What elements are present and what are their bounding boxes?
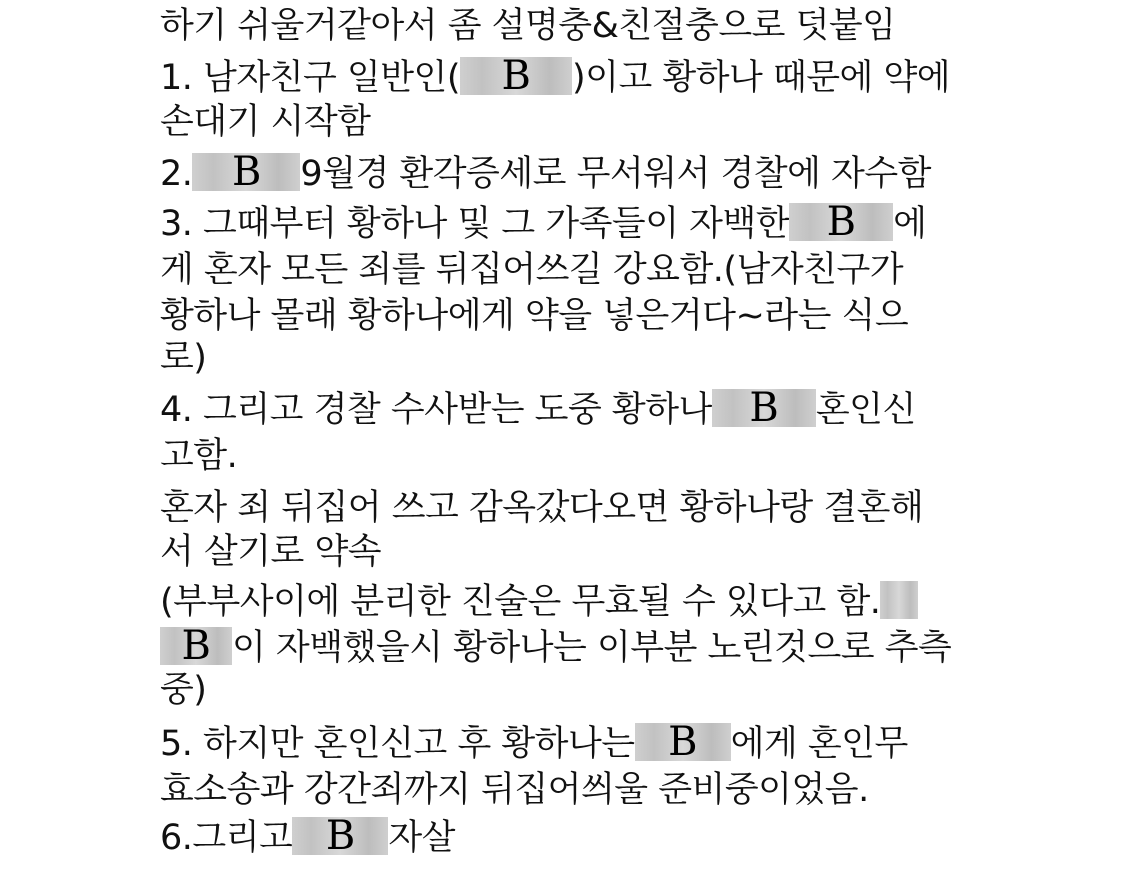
redaction-block: [635, 719, 731, 765]
redaction-mark: B: [668, 719, 698, 765]
text-segment: 6.그리고: [160, 818, 293, 858]
text-line: [160, 148, 931, 200]
text-line: [160, 96, 371, 148]
text-line: [160, 430, 237, 482]
redaction-block: [460, 53, 572, 99]
text-segment: 로): [160, 338, 207, 378]
text-line: [160, 198, 926, 250]
text-segment: 3. 그때부터 황하나 및 그 가족들이 자백한: [160, 204, 790, 244]
redaction-block: [712, 385, 816, 431]
text-segment: 4. 그리고 경찰 수사받는 도중 황하나: [160, 390, 712, 430]
text-segment: 혼자 죄 뒤집어 쓰고 감옥갔다오면 황하나랑 결혼해: [160, 488, 924, 528]
text-segment: 9월경 환각증세로 무서워서 경찰에 자수함: [300, 154, 931, 194]
text-line: [160, 622, 951, 674]
text-line: [160, 384, 916, 436]
text-line: [160, 718, 908, 770]
text-line: [160, 664, 206, 716]
text-line: [160, 290, 908, 342]
text-segment: 손대기 시작함: [160, 102, 371, 142]
text-segment: 에: [893, 204, 927, 244]
text-segment: 1. 남자친구 일반인(: [160, 58, 460, 98]
text-segment: 자살: [388, 818, 455, 858]
text-segment: 고함.: [160, 436, 238, 476]
text-line: [160, 332, 206, 384]
text-segment: 서 살기로 약속: [160, 532, 382, 572]
redaction-block: [292, 813, 388, 859]
redaction-mark: B: [501, 53, 531, 99]
text-segment: )이고 황하나 때문에 약에: [571, 58, 951, 98]
text-segment: 하기 쉬울거같아서 좀 설명충&친절충으로 덧붙임: [160, 6, 896, 46]
text-segment: 혼인신: [815, 390, 916, 430]
redaction-mark: B: [181, 623, 211, 669]
redaction-block: [789, 199, 893, 245]
text-line: [160, 0, 896, 52]
redaction-block: [192, 149, 300, 195]
redaction-mark: B: [231, 149, 261, 195]
text-segment: 게 혼자 모든 죄를 뒤집어쓰길 강요함.(남자친구가: [160, 250, 904, 290]
redaction-mark: B: [325, 813, 355, 859]
text-segment: 중): [160, 670, 207, 710]
text-line: [160, 576, 918, 628]
text-segment: 황하나 몰래 황하나에게 약을 넣은거다~라는 식으: [160, 296, 909, 336]
redaction-mark: B: [826, 199, 856, 245]
redaction-block: [160, 623, 232, 669]
redaction-mark: B: [749, 385, 779, 431]
text-segment: 2.: [160, 154, 193, 194]
text-segment: (부부사이에 분리한 진술은 무효될 수 있다고 함.: [160, 582, 881, 622]
text-line: [160, 526, 381, 578]
text-segment: 에게 혼인무: [730, 724, 908, 764]
text-line: [160, 764, 869, 816]
redaction-block: [880, 581, 918, 619]
text-segment: 이 자백했을시 황하나는 이부분 노린것으로 추측: [232, 628, 952, 668]
text-line: [160, 244, 903, 296]
text-line: [160, 812, 455, 864]
text-segment: 5. 하지만 혼인신고 후 황하나는: [160, 724, 635, 764]
text-segment: 효소송과 강간죄까지 뒤집어씌울 준비중이었음.: [160, 770, 869, 810]
